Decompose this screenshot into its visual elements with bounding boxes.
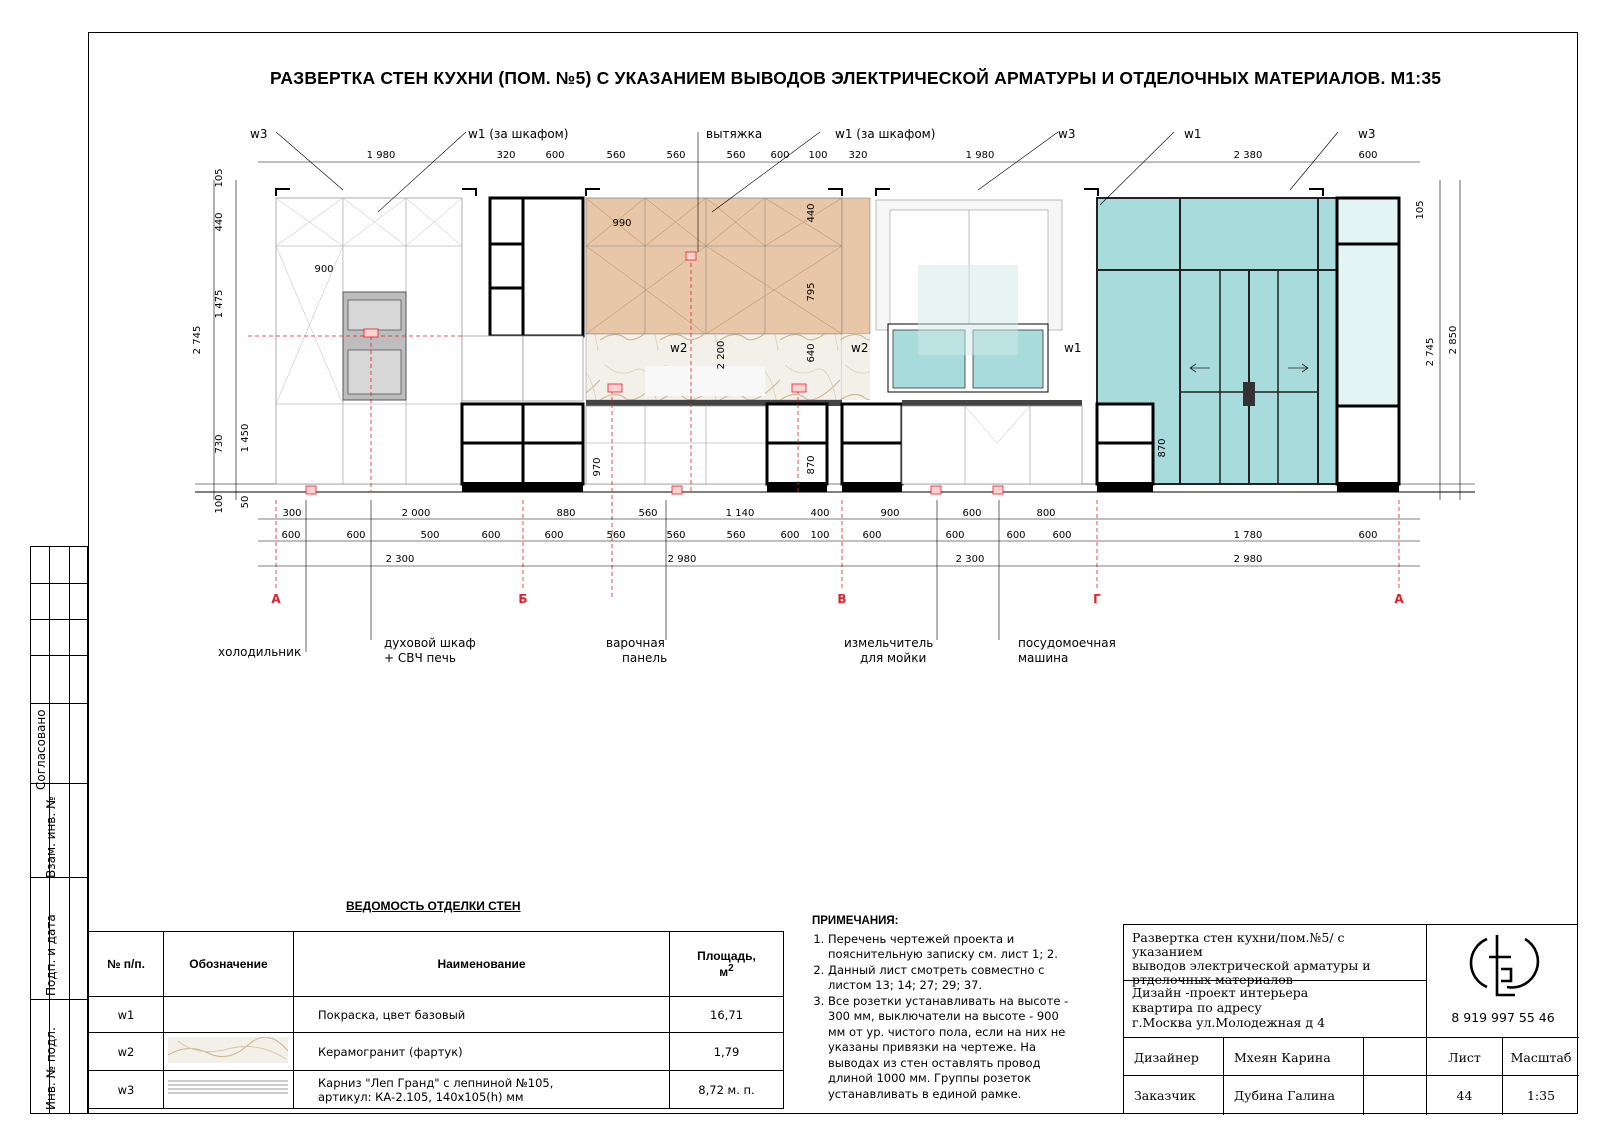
schedule-title: ВЕДОМОСТЬ ОТДЕЛКИ СТЕН <box>346 899 521 913</box>
bottom-dim-1: 560 <box>638 508 658 519</box>
client-sign <box>1364 1076 1427 1115</box>
bottom-dim-2: 600 <box>780 530 800 541</box>
studio-logo <box>1427 925 1579 1037</box>
callout-w1-a: w1 <box>1184 127 1202 141</box>
top-dim: 600 <box>1358 150 1378 161</box>
cell-area: 1,79 <box>670 1033 784 1071</box>
bottom-dim-2: 560 <box>606 530 626 541</box>
top-dim: 320 <box>496 150 516 161</box>
axis-label: В <box>837 592 847 606</box>
top-dim: 1 980 <box>965 150 995 161</box>
callout-w1-behind-1: w1 (за шкафом) <box>468 127 569 141</box>
sheet-label: Лист <box>1427 1037 1503 1076</box>
bottom-dim-2: 560 <box>726 530 746 541</box>
client-name: Дубина Галина <box>1224 1076 1364 1115</box>
inner-dim: 870 <box>1157 438 1168 458</box>
cell-swatch <box>164 1033 294 1071</box>
stamp-title-line: выводов электрической арматуры и <box>1132 958 1371 973</box>
cornice-swatch <box>168 1075 288 1101</box>
wall-b-v <box>586 198 870 492</box>
callout-w1-b: w1 <box>1064 341 1082 355</box>
bottom-dim-3: 2 980 <box>667 554 697 565</box>
scale-value: 1:35 <box>1526 1088 1556 1103</box>
bottom-dim-3: 2 300 <box>955 554 985 565</box>
bottom-dim-3: 2 300 <box>385 554 415 565</box>
callout-hood: вытяжка <box>706 127 763 141</box>
bottom-dim-2: 1 780 <box>1233 530 1263 541</box>
top-dim: 560 <box>726 150 746 161</box>
bottom-dim-2: 600 <box>945 530 965 541</box>
bottom-dim-2: 600 <box>1358 530 1378 541</box>
inner-dim: 900 <box>314 264 334 275</box>
left-dim: 50 <box>240 495 251 509</box>
label-hob: варочная <box>606 636 665 650</box>
cell-id: w3 <box>89 1071 164 1109</box>
top-dim: 600 <box>545 150 565 161</box>
bottom-dim-1: 1 140 <box>725 508 755 519</box>
stamp-project-line: квартира по адресу <box>1132 1000 1262 1015</box>
side-label-sign-date: Подп. и дата <box>44 914 58 996</box>
wall-v-g <box>842 200 1082 492</box>
bottom-dim-2: 600 <box>481 530 501 541</box>
bottom-dim-1: 2 000 <box>401 508 431 519</box>
axis-label: А <box>271 592 281 606</box>
marble-swatch <box>168 1037 288 1063</box>
callout-w3-c: w3 <box>1358 127 1376 141</box>
inner-dim: 795 <box>806 282 817 302</box>
stamp-title-line: ртделочных материалов <box>1132 972 1293 987</box>
area-sup: 2 <box>728 963 734 974</box>
inner-dim: 2 200 <box>716 340 727 370</box>
cell-id: w2 <box>89 1033 164 1071</box>
left-dim: 730 <box>214 434 225 454</box>
sheet-number: 44 <box>1427 1076 1503 1115</box>
side-label-agreed: Согласовано <box>34 709 48 790</box>
logo-area <box>1427 925 1579 1037</box>
side-label-inv-replace: Взам. инв. № <box>44 796 58 878</box>
left-dim: 105 <box>214 168 225 188</box>
inner-dim: 990 <box>612 218 632 229</box>
designer-label: Дизайнер <box>1124 1037 1224 1076</box>
top-dim: 560 <box>666 150 686 161</box>
bottom-dim-1: 800 <box>1036 508 1056 519</box>
bottom-dim-1: 900 <box>880 508 900 519</box>
label-hob: панель <box>622 651 668 665</box>
table-row <box>89 997 784 1033</box>
notes-title: ПРИМЕЧАНИЯ: <box>812 915 899 927</box>
bottom-dim-2: 600 <box>544 530 564 541</box>
cell-name: Покраска, цвет базовый <box>294 997 670 1033</box>
col-header: № п/п. <box>89 932 164 997</box>
top-dim: 100 <box>808 150 828 161</box>
finish-schedule-table <box>88 931 784 1109</box>
axis-label: А <box>1394 592 1404 606</box>
bottom-dim-2: 600 <box>1006 530 1026 541</box>
left-dim: 2 745 <box>192 325 203 355</box>
designer-name: Мхеян Карина <box>1224 1037 1364 1076</box>
callout-w1-behind-2: w1 (за шкафом) <box>835 127 936 141</box>
cell-name: Керамогранит (фартук) <box>294 1033 670 1071</box>
left-dim: 1 450 <box>240 423 251 453</box>
scale-label: Масштаб <box>1503 1037 1579 1076</box>
cell-id: w1 <box>89 997 164 1033</box>
stamp-title-line: Развертка стен кухни/пом.№5/ с указанием <box>1132 930 1345 959</box>
bottom-dim-1: 400 <box>810 508 830 519</box>
callout-w3-a: w3 <box>250 127 268 141</box>
label-dishwasher: посудомоечная <box>1018 636 1116 650</box>
stamp-sheet-title <box>1124 925 1427 987</box>
label-oven: духовой шкаф <box>384 636 476 650</box>
inner-dim: 870 <box>806 455 817 475</box>
top-dim: 600 <box>770 150 790 161</box>
col-header: Наименование <box>294 932 670 997</box>
cornice-marks <box>276 189 1323 196</box>
designer-sign <box>1364 1037 1427 1076</box>
bottom-dim-1: 880 <box>556 508 576 519</box>
bottom-dim-2: 600 <box>1052 530 1072 541</box>
label-disposer: для мойки <box>860 651 927 665</box>
note-item: 1. Перечень чертежей проекта и пояснительную записку см. лист 1; 2. <box>828 932 1074 963</box>
cell-area: 8,72 м. п. <box>670 1071 784 1109</box>
label-disposer: измельчитель <box>844 636 934 650</box>
area-unit: м <box>719 965 729 979</box>
client-label: Заказчик <box>1124 1076 1224 1115</box>
bottom-dim-2: 560 <box>666 530 686 541</box>
drawing-title: РАЗВЕРТКА СТЕН КУХНИ (ПОМ. №5) С УКАЗАНИЕМ ВЫВОДОВ ЭЛЕКТРИЧЕСКОЙ АРМАТУРЫ И ОТДЕЛОЧНЫХ МАТЕРИАЛОВ. М1:35 <box>270 68 1442 88</box>
left-dim: 1 475 <box>214 289 225 319</box>
left-dim: 440 <box>214 212 225 232</box>
inner-dim: 970 <box>592 457 603 477</box>
note-item: 2. Данный лист смотреть совместно с листом 13; 14; 27; 29; 37. <box>828 963 1074 994</box>
callout-w3-b: w3 <box>1058 127 1076 141</box>
col-header: Обозначение <box>164 932 294 997</box>
cell-name <box>294 1071 670 1109</box>
right-dim: 2 745 <box>1425 337 1436 367</box>
right-dim: 105 <box>1415 200 1426 220</box>
area-header: Площадь, <box>697 949 756 963</box>
cell-area: 16,71 <box>670 997 784 1033</box>
top-dim: 320 <box>848 150 868 161</box>
top-dim: 1 980 <box>366 150 396 161</box>
inner-dim: 640 <box>806 343 817 363</box>
approval-strip <box>30 546 88 1114</box>
bottom-dim-1: 300 <box>282 508 302 519</box>
cell-name-line: артикул: КА-2.105, 140х105(h) мм <box>318 1089 524 1104</box>
bottom-dim-2: 600 <box>346 530 366 541</box>
callout-w2-b: w2 <box>851 341 869 355</box>
callout-w2-a: w2 <box>670 341 688 355</box>
label-fridge: холодильник <box>218 645 302 659</box>
title-block <box>1123 924 1578 1114</box>
col-header-area <box>670 932 784 997</box>
bottom-dim-1: 600 <box>962 508 982 519</box>
axis-label: Б <box>518 592 528 606</box>
table-row <box>89 1071 784 1109</box>
inner-dim: 440 <box>806 203 817 223</box>
bottom-dim-2: 600 <box>862 530 882 541</box>
bottom-dim-2: 500 <box>420 530 440 541</box>
bottom-dim-2: 600 <box>281 530 301 541</box>
studio-phone: 8 919 997 55 46 <box>1451 1010 1555 1025</box>
table-row <box>89 1033 784 1071</box>
axis-label: Г <box>1093 592 1101 606</box>
stamp-project-line: г.Москва ул.Молодежная д 4 <box>1132 1015 1326 1030</box>
cell-name-line: Карниз "Леп Гранд" с лепниной №105, <box>318 1075 554 1090</box>
stamp-project <box>1124 981 1427 1037</box>
label-dishwasher: машина <box>1018 651 1069 665</box>
stamp-project-line: Дизайн -проект интерьера <box>1132 985 1309 1000</box>
left-dim: 100 <box>214 494 225 514</box>
note-item: 3. Все розетки устанавливать на высоте - 300 мм, выключатели на высоте - 900 мм от ур. чистого пола, если на них не указаны привязки на чертеже. На выводах из стен оставлять провод длиной 1000 мм. Группы розеток устанавливать в единой рамке. <box>828 994 1074 1103</box>
top-dim: 560 <box>606 150 626 161</box>
side-label-inv-orig: Инв. № подл. <box>44 1027 58 1110</box>
right-dim: 2 850 <box>1448 325 1459 355</box>
bottom-dim-2: 100 <box>810 530 830 541</box>
label-oven: + СВЧ печь <box>384 651 456 665</box>
cell-swatch <box>164 1071 294 1109</box>
wall-a-b <box>276 198 583 492</box>
top-dim: 2 380 <box>1233 150 1263 161</box>
bottom-dim-3: 2 980 <box>1233 554 1263 565</box>
wall-g-a <box>1097 198 1399 492</box>
notes-block <box>812 913 1074 1102</box>
cell-swatch <box>164 997 294 1033</box>
